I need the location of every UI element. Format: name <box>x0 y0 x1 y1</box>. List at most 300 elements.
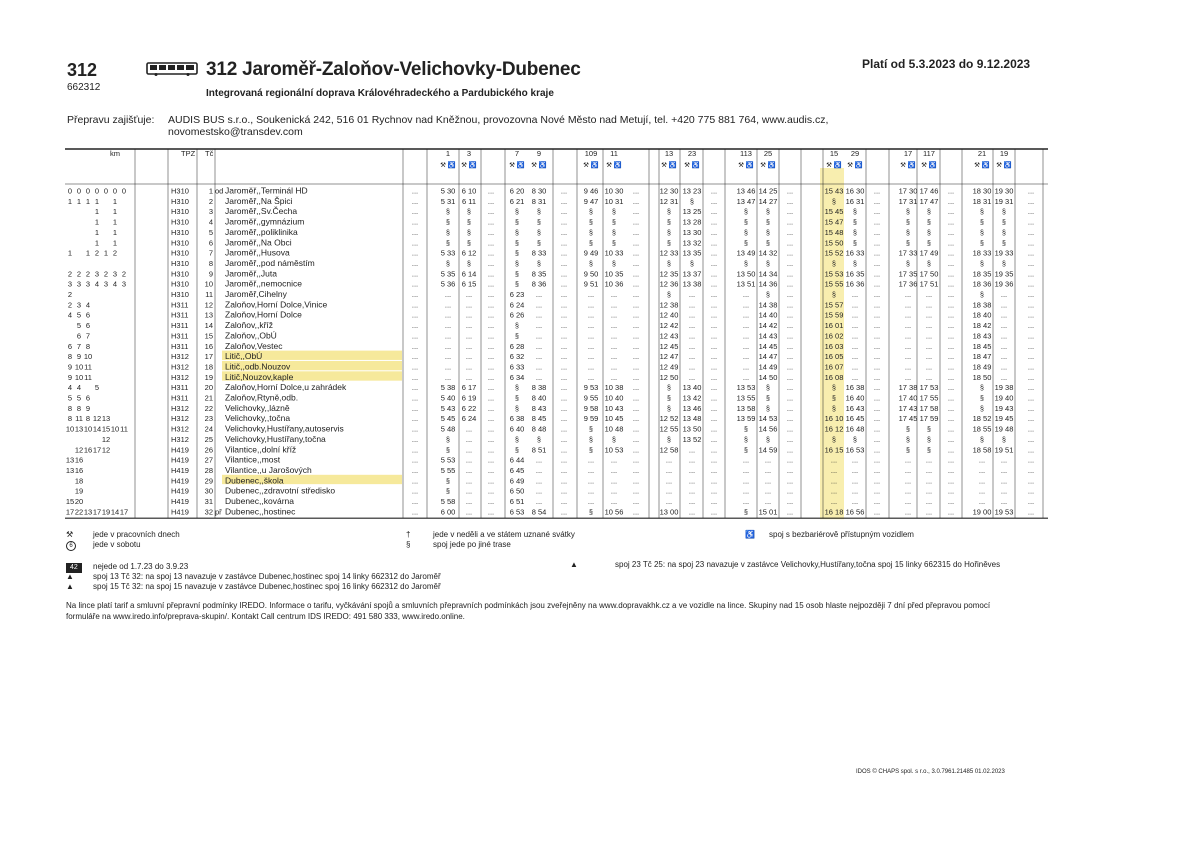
time-cell: ... <box>560 362 568 372</box>
time-cell: ... <box>560 424 568 434</box>
time-cell: 6 51 <box>509 497 525 506</box>
time-cell: ... <box>710 414 718 424</box>
trip-number: 3 <box>466 149 472 158</box>
time-cell: 6 22 <box>461 403 477 413</box>
route-wave-icon: § <box>980 209 984 217</box>
time-cell: ... <box>786 310 794 320</box>
saturday-6-icon: 6 <box>66 541 76 551</box>
stop-name: Litič,,ObÚ <box>225 351 263 362</box>
time-cell: ... <box>560 207 568 217</box>
time-cell: ... <box>1027 434 1035 444</box>
time-cell: ... <box>830 465 838 475</box>
route-wave-icon: § <box>927 436 931 444</box>
km-cell: 1 <box>85 248 91 258</box>
time-cell: 8 38 <box>531 383 547 393</box>
time-cell: 12 35 <box>659 269 679 279</box>
time-cell: 8 51 <box>531 445 547 455</box>
time-cell: 9 46 <box>583 186 599 196</box>
time-cell: ... <box>786 383 794 393</box>
time-cell: ... <box>688 507 696 517</box>
time-cell: ... <box>904 290 912 299</box>
time-cell: ... <box>786 321 794 331</box>
route-wave-icon: § <box>667 395 671 403</box>
time-cell: ... <box>1027 507 1035 517</box>
time-cell: ... <box>560 279 568 289</box>
tc-cell: 13 <box>204 310 213 320</box>
service-symbols: ⚒ ♿ <box>583 162 599 169</box>
time-cell: ... <box>925 331 933 341</box>
tpz-cell: H312 <box>171 414 189 424</box>
route-wave-icon: § <box>667 219 671 227</box>
time-cell: ... <box>786 227 794 237</box>
time-cell: ... <box>411 383 419 393</box>
time-cell: ... <box>904 310 912 320</box>
time-cell: 16 05 <box>824 352 844 362</box>
route-wave-icon: § <box>537 240 541 248</box>
route-wave-icon: § <box>766 260 770 268</box>
time-cell: ... <box>587 290 595 299</box>
time-cell: ... <box>904 300 912 310</box>
time-cell: ... <box>873 186 881 196</box>
time-cell: ... <box>411 486 419 496</box>
time-cell: 9 58 <box>583 403 599 413</box>
time-cell: 17 50 <box>919 269 939 279</box>
time-cell: ... <box>786 393 794 403</box>
time-cell: ... <box>632 476 640 486</box>
time-cell: ... <box>465 465 473 475</box>
time-cell: 8 36 <box>531 279 547 289</box>
time-cell: ... <box>851 476 859 486</box>
route-wave-icon: § <box>832 436 836 444</box>
time-cell: ... <box>947 372 955 382</box>
km-cell: 2 <box>76 269 82 279</box>
time-cell: ... <box>925 321 933 331</box>
time-cell: ... <box>632 403 640 413</box>
route-wave-icon: § <box>1002 240 1006 248</box>
time-cell: 15 59 <box>824 310 844 320</box>
route-wave-icon: § <box>667 405 671 413</box>
time-cell: ... <box>465 331 473 341</box>
time-cell: 5 35 <box>440 269 456 279</box>
time-cell: ... <box>947 424 955 434</box>
time-cell: 12 55 <box>659 424 679 434</box>
time-cell: ... <box>632 258 640 268</box>
tc-cell: 32 <box>204 507 213 517</box>
route-wave-icon: § <box>446 447 450 455</box>
time-cell: 8 40 <box>531 393 547 403</box>
time-cell: ... <box>610 455 618 465</box>
km-cell: 5 <box>76 321 82 331</box>
route-wave-icon: § <box>515 405 519 413</box>
km-cell: 1 <box>94 238 100 248</box>
stop-prefix: př <box>215 507 222 517</box>
time-cell: ... <box>873 403 881 413</box>
time-cell: ... <box>764 486 772 496</box>
km-cell: 11 <box>120 424 128 434</box>
km-cell: 8 <box>67 414 73 424</box>
time-cell: ... <box>925 486 933 496</box>
time-cell: ... <box>587 455 595 465</box>
time-cell: ... <box>487 269 495 279</box>
time-cell: ... <box>786 196 794 206</box>
route-wave-icon: § <box>906 426 910 434</box>
time-cell: 19 00 <box>972 507 992 517</box>
time-cell: 13 30 <box>682 227 702 237</box>
time-cell: 9 47 <box>583 196 599 206</box>
legend-workdays <box>66 530 180 540</box>
time-cell: 6 49 <box>509 476 525 486</box>
km-cell: 17 <box>119 507 129 517</box>
time-cell: ... <box>560 403 568 413</box>
time-cell: ... <box>587 476 595 486</box>
time-cell: ... <box>560 269 568 279</box>
km-cell: 4 <box>67 383 73 393</box>
time-cell: ... <box>947 269 955 279</box>
time-cell: ... <box>465 445 473 455</box>
time-cell: ... <box>947 465 955 475</box>
time-cell: ... <box>873 341 881 351</box>
time-cell: 19 48 <box>994 424 1014 434</box>
time-cell: 16 53 <box>845 445 865 455</box>
time-cell: ... <box>688 476 696 486</box>
time-cell: ... <box>873 476 881 486</box>
time-cell: ... <box>487 393 495 403</box>
time-cell: ... <box>411 372 419 382</box>
tc-cell: 26 <box>204 445 213 455</box>
tc-cell: 20 <box>204 383 213 393</box>
time-cell: ... <box>764 497 772 506</box>
time-cell: ... <box>411 300 419 310</box>
time-cell: 12 50 <box>659 372 679 382</box>
tpz-cell: H311 <box>171 321 189 331</box>
time-cell: ... <box>710 497 718 506</box>
time-cell: 16 15 <box>824 445 844 455</box>
time-cell: ... <box>947 434 955 444</box>
km-cell: 8 <box>76 403 82 413</box>
time-cell: 16 08 <box>824 372 844 382</box>
time-cell: 18 43 <box>972 331 992 341</box>
route-wave-icon: § <box>406 540 411 549</box>
time-cell: ... <box>688 310 696 320</box>
km-cell: 6 <box>85 393 91 403</box>
tpz-cell: H311 <box>171 310 189 320</box>
time-cell: ... <box>1000 290 1008 299</box>
time-cell: ... <box>742 300 750 310</box>
stop-name: Jaroměř,,Na Špici <box>225 195 293 206</box>
time-cell: 16 03 <box>824 341 844 351</box>
km-cell: 4 <box>76 383 82 393</box>
stop-name: Jaroměř,,Husova <box>225 247 290 258</box>
time-cell: ... <box>487 331 495 341</box>
time-cell: ... <box>487 300 495 310</box>
km-cell: 11 <box>75 414 83 424</box>
service-symbols: ⚒ ♿ <box>661 162 677 169</box>
time-cell: 6 24 <box>461 414 477 424</box>
time-cell: ... <box>587 341 595 351</box>
tc-cell: 9 <box>208 269 213 279</box>
tpz-cell: H311 <box>171 393 189 403</box>
route-wave-icon: § <box>766 292 770 299</box>
route-wave-icon: § <box>446 436 450 444</box>
time-cell: ... <box>947 331 955 341</box>
route-wave-icon: § <box>744 447 748 455</box>
time-cell: 17 43 <box>898 403 918 413</box>
route-wave-icon: § <box>832 260 836 268</box>
time-cell: ... <box>904 486 912 496</box>
time-cell: ... <box>830 486 838 496</box>
time-cell: ... <box>1027 258 1035 268</box>
time-cell: ... <box>535 486 543 496</box>
route-wave-icon: § <box>853 436 857 444</box>
trip-number: 1 <box>445 149 451 158</box>
tpz-cell: H310 <box>171 269 189 279</box>
time-cell: ... <box>632 414 640 424</box>
time-cell: ... <box>688 321 696 331</box>
route-wave-icon: § <box>537 436 541 444</box>
time-cell: ... <box>925 341 933 351</box>
time-cell: ... <box>465 497 473 506</box>
chaps-footer: IDOS © CHAPS spol. s r.o., 3.0.7961.21485 01.02.2023 <box>856 769 1005 775</box>
time-cell: ... <box>873 497 881 506</box>
time-cell: ... <box>665 455 673 465</box>
time-cell: ... <box>465 455 473 465</box>
time-cell: ... <box>851 331 859 341</box>
time-cell: 16 38 <box>845 383 865 393</box>
time-cell: 18 52 <box>972 414 992 424</box>
route-wave-icon: § <box>906 209 910 217</box>
time-cell: 5 45 <box>440 414 456 424</box>
time-cell: ... <box>560 497 568 506</box>
time-cell: ... <box>487 497 495 506</box>
km-cell: 9 <box>67 362 73 372</box>
time-cell: ... <box>1027 486 1035 496</box>
route-wave-icon: § <box>744 436 748 444</box>
time-cell: ... <box>560 455 568 465</box>
service-symbols: ⚒ ♿ <box>738 162 754 169</box>
legend-saturday-text: jede v sobotu <box>93 540 141 549</box>
legend-saturday <box>66 540 141 551</box>
route-wave-icon: § <box>766 219 770 227</box>
route-wave-icon: § <box>853 260 857 268</box>
time-cell: ... <box>487 465 495 475</box>
km-cell: 0 <box>94 186 100 196</box>
time-cell: ... <box>925 300 933 310</box>
time-cell: 6 33 <box>509 362 525 372</box>
tc-cell: 6 <box>208 238 213 248</box>
time-cell: 18 38 <box>972 300 992 310</box>
time-cell: ... <box>830 476 838 486</box>
route-wave-icon: § <box>906 436 910 444</box>
stop-name: Velichovky,,točna <box>225 413 291 424</box>
time-cell: 8 43 <box>531 403 547 413</box>
km-cell: 11 <box>84 362 92 372</box>
km-cell: 16 <box>74 455 84 465</box>
km-cell: 3 <box>67 279 73 289</box>
time-cell: ... <box>411 217 419 227</box>
time-cell: ... <box>632 227 640 237</box>
time-cell: ... <box>925 352 933 362</box>
time-cell: ... <box>710 352 718 362</box>
time-cell: 13 49 <box>736 248 756 258</box>
time-cell: 6 20 <box>509 186 525 196</box>
km-cell: 9 <box>85 403 91 413</box>
time-cell: ... <box>632 341 640 351</box>
time-cell: 14 56 <box>758 424 778 434</box>
route-wave-icon: § <box>467 219 471 227</box>
time-cell: ... <box>851 321 859 331</box>
route-wave-icon: § <box>515 447 519 455</box>
time-cell: ... <box>786 372 794 382</box>
km-cell: 17 <box>92 445 102 455</box>
time-cell: ... <box>742 497 750 506</box>
service-symbols: ⚒ ♿ <box>921 162 937 169</box>
km-cell: 2 <box>85 269 91 279</box>
km-cell: 10 <box>74 362 84 372</box>
time-cell: ... <box>487 476 495 486</box>
time-cell: ... <box>610 300 618 310</box>
time-cell: 13 52 <box>682 434 702 444</box>
time-cell: ... <box>947 383 955 393</box>
time-cell: 17 40 <box>898 393 918 403</box>
trip-number: 21 <box>977 149 987 158</box>
route-wave-icon: § <box>589 240 593 248</box>
tc-cell: 27 <box>204 455 213 465</box>
time-cell: 10 35 <box>604 269 624 279</box>
time-cell: ... <box>1027 310 1035 320</box>
km-cell: 10 <box>83 352 93 362</box>
time-cell: ... <box>444 352 452 362</box>
time-cell: ... <box>1027 331 1035 341</box>
time-cell: 17 35 <box>898 269 918 279</box>
time-cell: ... <box>587 321 595 331</box>
time-cell: ... <box>764 476 772 486</box>
time-cell: ... <box>925 362 933 372</box>
tpz-cell: H312 <box>171 403 189 413</box>
time-cell: ... <box>947 227 955 237</box>
route-wave-icon: § <box>667 209 671 217</box>
tpz-cell: H419 <box>171 507 189 517</box>
tc-header: Tč <box>205 149 214 158</box>
km-cell: 1 <box>103 248 109 258</box>
time-cell: ... <box>535 310 543 320</box>
time-cell: ... <box>873 383 881 393</box>
km-cell: 3 <box>85 279 91 289</box>
time-cell: 12 36 <box>659 279 679 289</box>
route-wave-icon: § <box>906 229 910 237</box>
stop-name: Jaroměř,,Na Obci <box>225 237 292 248</box>
time-cell: 6 45 <box>509 465 525 475</box>
time-cell: ... <box>632 331 640 341</box>
time-cell: ... <box>786 258 794 268</box>
trip-number: 113 <box>740 149 752 158</box>
stop-name: Dubenec,,zdravotní středisko <box>225 485 336 496</box>
route-wave-icon: § <box>906 447 910 455</box>
time-cell: ... <box>947 352 955 362</box>
tc-cell: 12 <box>204 300 213 310</box>
time-cell: 10 45 <box>604 414 624 424</box>
time-cell: 13 50 <box>736 269 756 279</box>
time-cell: ... <box>632 497 640 506</box>
time-cell: 10 56 <box>604 507 624 517</box>
time-cell: 17 49 <box>919 248 939 258</box>
carrier-details: AUDIS BUS s.r.o., Soukenická 242, 516 01 Rychnov nad Kněžnou, provozovna Nové Město nad Metují, tel. +420 775 881 764, www.audis.cz, novomestsko@transdev.com <box>168 114 829 138</box>
time-cell: 13 59 <box>736 414 756 424</box>
legend-code42-text: nejede od 1.7.23 do 3.9.23 <box>93 562 189 571</box>
tc-cell: 21 <box>204 393 213 403</box>
time-cell: 16 10 <box>824 414 844 424</box>
time-cell: ... <box>487 217 495 227</box>
time-cell: ... <box>978 476 986 486</box>
time-cell: ... <box>786 486 794 496</box>
stop-name: Zaloňov,,kříž <box>225 320 274 331</box>
time-cell: ... <box>710 238 718 248</box>
time-cell: ... <box>610 341 618 351</box>
time-cell: ... <box>535 455 543 465</box>
time-cell: 6 10 <box>461 186 477 196</box>
km-cell: 1 <box>112 196 118 206</box>
time-cell: 12 45 <box>659 341 679 351</box>
time-cell: ... <box>632 362 640 372</box>
time-cell: ... <box>610 372 618 382</box>
time-cell: 15 50 <box>824 238 844 248</box>
time-cell: ... <box>610 331 618 341</box>
time-cell: ... <box>947 341 955 351</box>
route-wave-icon: § <box>744 426 748 434</box>
km-cell: 2 <box>67 300 73 310</box>
time-cell: ... <box>632 424 640 434</box>
time-cell: 16 01 <box>824 321 844 331</box>
km-cell: 2 <box>67 269 73 279</box>
route-wave-icon: § <box>467 240 471 248</box>
time-cell: 6 38 <box>509 414 525 424</box>
time-cell: 10 38 <box>604 383 624 393</box>
time-cell: 13 51 <box>736 279 756 289</box>
time-cell: ... <box>851 310 859 320</box>
time-cell: ... <box>487 248 495 258</box>
route-wave-icon: § <box>853 240 857 248</box>
time-cell: ... <box>873 227 881 237</box>
time-cell: ... <box>632 393 640 403</box>
time-cell: ... <box>535 497 543 506</box>
tpz-cell: H310 <box>171 207 189 217</box>
route-wave-icon: § <box>589 509 593 517</box>
time-cell: ... <box>411 310 419 320</box>
tpz-cell: H419 <box>171 486 189 496</box>
time-cell: 19 36 <box>994 279 1014 289</box>
time-cell: 5 30 <box>440 186 456 196</box>
time-cell: ... <box>487 258 495 268</box>
tc-cell: 15 <box>204 331 213 341</box>
time-cell: ... <box>487 321 495 331</box>
time-cell: 14 50 <box>758 372 778 382</box>
legend-note2 <box>66 582 441 592</box>
km-cell: 13 <box>74 424 84 434</box>
route-wave-icon: § <box>467 209 471 217</box>
time-cell: ... <box>947 217 955 227</box>
time-cell: ... <box>1000 310 1008 320</box>
line-title: 312 Jaroměř-Zaloňov-Velichovky-Dubenec <box>206 59 581 80</box>
km-cell: 16 <box>83 445 93 455</box>
time-cell: ... <box>873 321 881 331</box>
time-cell: ... <box>947 321 955 331</box>
time-cell: 13 23 <box>682 186 702 196</box>
time-cell: ... <box>742 331 750 341</box>
time-cell: ... <box>904 331 912 341</box>
time-cell: 13 47 <box>736 196 756 206</box>
time-cell: 16 45 <box>845 414 865 424</box>
time-cell: ... <box>786 300 794 310</box>
time-cell: 6 19 <box>461 393 477 403</box>
